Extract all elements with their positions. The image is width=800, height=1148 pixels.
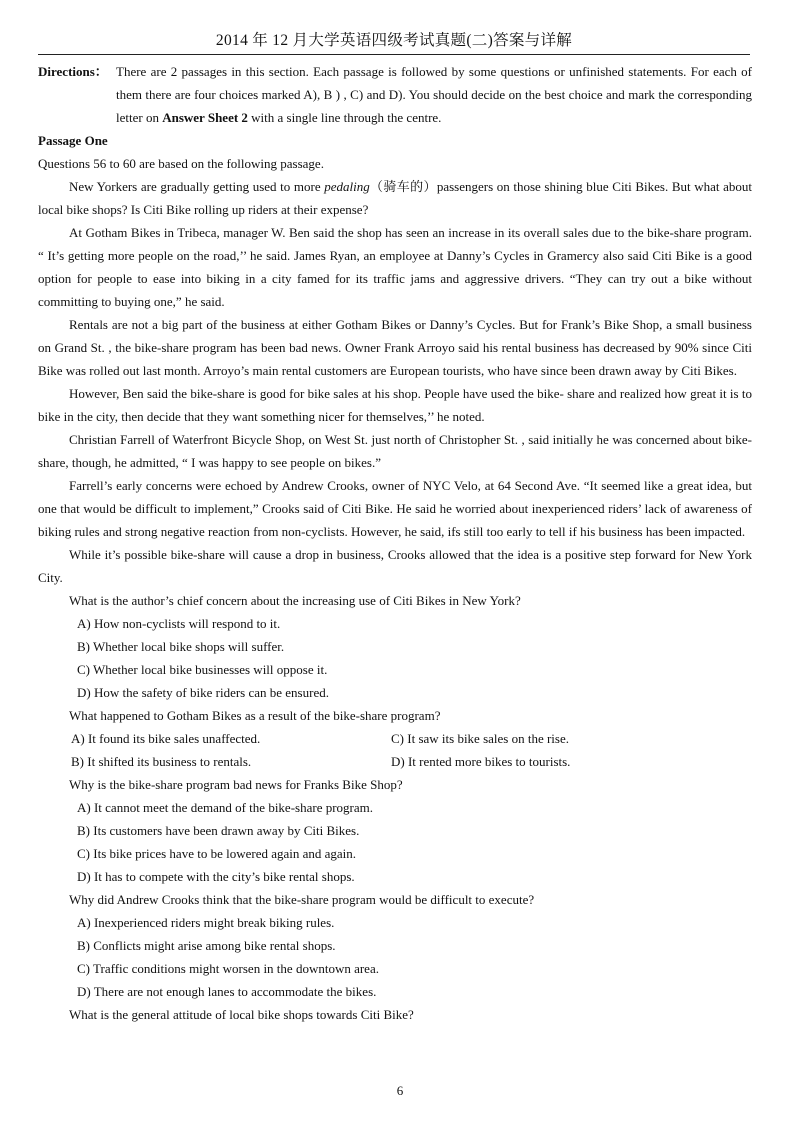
page-header: 2014 年 12 月大学英语四级考试真题(二)答案与详解 [38,28,750,55]
p1-text-b: passengers on those shining blue Citi Bikes. But what about local bike shops? Is Citi Bike rolling up riders at their expense? [38,179,752,217]
question-3: Why is the bike-share program bad news for Franks Bike Shop? [69,777,403,792]
question-2-option-a: A) It found its bike sales unaffected. [71,731,261,746]
question-2-option-d: D) It rented more bikes to tourists. [391,754,571,769]
answer-sheet-label: Answer Sheet 2 [162,110,248,125]
passage-paragraph-2: At Gotham Bikes in Tribeca, manager W. Ben said the shop has seen an increase in its overall sales due to the bike-share program. “ It’s getting more people on the road,’’ he said. James Ryan, an employee at Danny’s Cycles in Gramercy also said Citi Bike is a good option for people to ease into biking in a city famed for its traffic jams and aggressive drivers. “They can try out a bike without committing to buying one,” he said. [38,225,752,309]
passage-paragraph-1 [38,175,752,221]
question-3-option-c: C) Its bike prices have to be lowered again and again. [77,846,357,861]
question-1: What is the author’s chief concern about the increasing use of Citi Bikes in New York? [69,593,521,608]
directions-text-a: There are 2 passages in this section. Each passage is followed by some questions or unfinished statements. For each of them there are four choices marked A), B ) , C) and D). You should decide on the best choice and mark the corresponding letter on [116,64,752,125]
question-2-option-c: C) It saw its bike sales on the rise. [391,731,569,746]
question-3-option-a: A) It cannot meet the demand of the bike-share program. [77,800,373,815]
question-4: Why did Andrew Crooks think that the bike-share program would be difficult to execute? [69,892,535,907]
directions-text [116,60,752,129]
page-content [38,60,752,1026]
question-2-options-row-1 [38,727,752,750]
question-3-option-d: D) It has to compete with the city’s bike rental shops. [77,869,355,884]
question-4-option-a: A) Inexperienced riders might break biking rules. [77,915,335,930]
p1-word: pedaling [324,179,370,194]
p1-text-a: New Yorkers are gradually getting used to more [69,179,325,194]
passage-paragraph-5: Christian Farrell of Waterfront Bicycle Shop, on West St. just north of Christopher St. , said initially he was concerned about bike-share, though, he admitted, “ I was happy to see people on bikes.” [38,432,752,470]
passage-intro: Questions 56 to 60 are based on the following passage. [38,156,324,171]
passage-paragraph-6: Farrell’s early concerns were echoed by Andrew Crooks, owner of NYC Velo, at 64 Second Ave. “It seemed like a great idea, but one that would be difficult to implement,” Crooks said of Citi Bike. He said he worried about inexperienced riders’ lack of awareness of biking rules and strong negative reaction from non-cyclists. However, he said, ifs still too early to tell if his business has been impacted. [38,478,752,539]
question-2-options-row-2 [38,750,752,773]
passage-heading: Passage One [38,133,108,148]
question-4-option-b: B) Conflicts might arise among bike rental shops. [77,938,336,953]
question-3-option-b: B) Its customers have been drawn away by Citi Bikes. [77,823,360,838]
passage-paragraph-3: Rentals are not a big part of the business at either Gotham Bikes or Danny’s Cycles. But for Frank’s Bike Shop, a small business on Grand St. , the bike-share program has been bad news. Owner Frank Arroyo said his rental business has decreased by 90% since Citi Bike was rolled out last month. Arroyo’s main rental customers are European tourists, who have since been drawn away by Citi Bikes. [38,317,752,378]
question-4-option-d: D) There are not enough lanes to accommodate the bikes. [77,984,377,999]
question-1-option-d: D) How the safety of bike riders can be ensured. [77,685,329,700]
directions-text-b: with a single line through the centre. [247,110,442,125]
passage-paragraph-4: However, Ben said the bike-share is good for bike sales at his shop. People have used the bike- share and realized how great it is to bike in the city, then decide that they want something nicer for themselves,’’ he noted. [38,386,752,424]
page-number: 6 [396,1083,404,1098]
question-1-option-c: C) Whether local bike businesses will oppose it. [77,662,328,677]
directions-label: Directions： [38,64,108,79]
directions [38,60,752,129]
question-4-option-c: C) Traffic conditions might worsen in the downtown area. [77,961,379,976]
p1-gloss: （骑车的） [369,179,437,194]
question-2: What happened to Gotham Bikes as a result of the bike-share program? [69,708,441,723]
question-1-option-b: B) Whether local bike shops will suffer. [77,639,285,654]
passage-paragraph-7: While it’s possible bike-share will cause a drop in business, Crooks allowed that the idea is a positive step forward for New York City. [38,547,752,585]
question-2-option-b: B) It shifted its business to rentals. [71,754,252,769]
question-5: What is the general attitude of local bike shops towards Citi Bike? [69,1007,414,1022]
question-1-option-a: A) How non-cyclists will respond to it. [77,616,281,631]
